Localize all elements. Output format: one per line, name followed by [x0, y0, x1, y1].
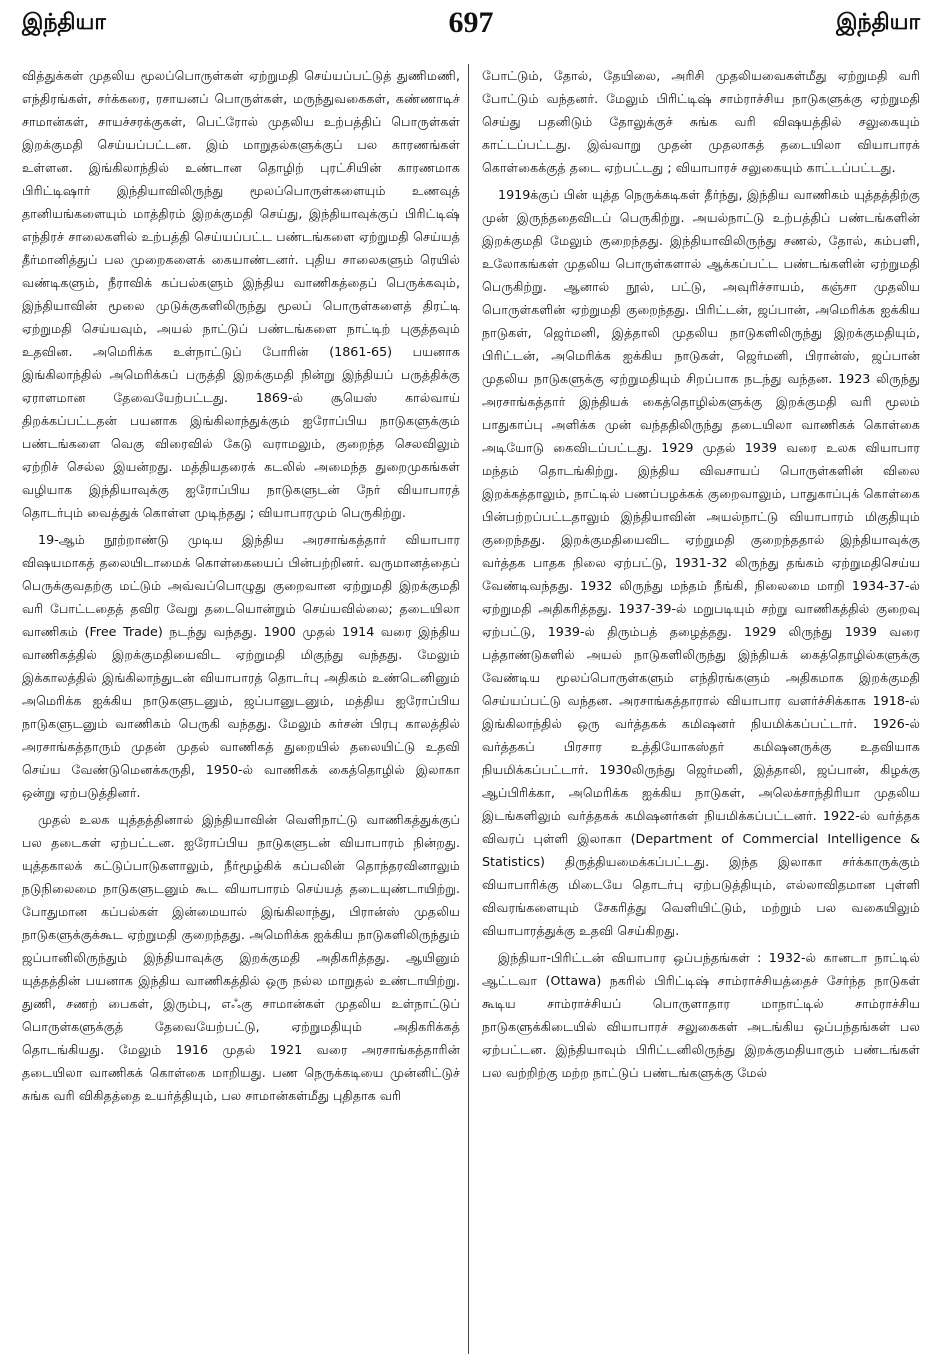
left-column: [22, 64, 460, 1354]
page-header: [22, 6, 920, 46]
running-title-right: இந்தியா: [836, 10, 920, 35]
paragraph: வித்துக்கள் முதலிய மூலப்பொருள்கள் ஏற்றுமதி செய்யப்பட்டுத் துணிமணி, எந்திரங்கள், சர்க்கரை, ரசாயனப் பொருள்கள், மருந்துவகைகள், கண்ணாடிச் சாமான்கள், சாயச்சரக்குகள், பெட்ரோல் முதலிய உற்பத்திப் பொருள்கள் இறக்குமதி செய்யப்பட்டன. இம் மாறுதல்களுக்குப் பல காரணங்கள் உள்ளன. இங்கிலாந்தில் உண்டான தொழிற் புரட்சியின் காரணமாக பிரிட்டிஷார் இந்தியாவிலிருந்து மூலப்பொருள்களையும் உணவுத் தானியங்களையும் மாத்திரம் இறக்குமதி செய்து, இந்தியாவுக்குப் பிரிட்டிஷ் எந்திரச் சாலைகளில் உற்பத்தி செய்யப்பட்ட பண்டங்களை ஏற்றுமதி செய்யத் தீர்மானித்துப் பல முறைகளைக் கையாண்டனர். புதிய சாலைகளும் ரெயில் வண்டிகளும், நீராவிக் கப்பல்களும் இந்திய வாணிகத்தைப் பெருக்கவும், இந்தியாவின் மூலை முடுக்குகளிலிருந்து மூலப் பொருள்களைத் திரட்டி ஏற்றுமதி செய்யவும், அயல் நாட்டுப் பண்டங்களை நாட்டிற் புகுத்தவும் உதவின. அமெரிக்க உள்நாட்டுப் போரின் (1861-65) பயனாக இங்கிலாந்தில் அமெரிக்கப் பருத்தி இறக்குமதி நின்று இந்தியப் பருத்திக்கு ஏராளமான தேவையேற்பட்டது. 1869-ல் சூயெஸ் கால்வாய் திறக்கப்பட்டதன் பயனாக இங்கிலாந்துக்கும் ஐரோப்பிய நாடுகளுக்கும் பண்டங்களை வெகு விரைவில் கேடு வராமலும், குறைந்த செலவிலும் ஏற்றிச் செல்ல இயன்றது. மத்தியதரைக் கடலில் அமைந்த துறைமுகங்கள் வழியாக இந்தியாவுக்கு ஐரோப்பிய நாடுகளுடன் நேர் வியாபாரத் தொடர்பும் வைத்துக் கொள்ள முடிந்தது ; வியாபாரமும் பெருகிற்று.: [22, 68, 460, 520]
paragraph: 1919க்குப் பின் யுத்த நெருக்கடிகள் தீர்ந்து, இந்திய வாணிகம் யுத்தத்திற்கு முன் இருந்ததைவிடப் பெருகிற்று. அயல்நாட்டு உற்பத்திப் பண்டங்களின் இறக்குமதி மேலும் குறைந்தது. இந்தியாவிலிருந்து சணல், தோல், கம்பளி, உலோகங்கள் முதலிய பொருள்களால் ஆக்கப்பட்ட பண்டங்களின் ஏற்றுமதி பெருகிற்று. ஆனால் நூல், பட்டு, அவுரிச்சாயம், கஞ்சா முதலிய பொருள்களின் ஏற்றுமதி குறைந்தது. பிரிட்டன், ஜப்பான், அமெரிக்க ஐக்கிய நாடுகள், ஜெர்மனி, இத்தாலி முதலிய நாடுகளிலிருந்து இறக்குமதியும், பிரிட்டன், அமெரிக்க ஐக்கிய நாடுகள், ஜெர்மனி, பிரான்ஸ், ஜப்பான் முதலிய நாடுகளுக்கு ஏற்றுமதியும் சிறப்பாக நடந்து வந்தன. 1923 லிருந்து அரசாங்கத்தார் இந்தியக் கைத்தொழில்களுக்கு இறக்குமதி வரி மூலம் பாதுகாப்பு அளிக்க முன் வந்ததிலிருந்து தடையிலா வாணிகக் கொள்கை அடியோடு கைவிடப்பட்டது. 1929 முதல் 1939 வரை உலக வியாபார மந்தம் தொடங்கிற்று. இந்திய விவசாயப் பொருள்களின் விலை இறக்கத்தாலும், நாட்டில் பணப்பழக்கக் குறைவாலும், பாதுகாப்புக் கொள்கை பின்பற்றப்பட்டதாலும் இந்தியாவின் அயல்நாட்டு வியாபாரம் மிகுதியும் குறைந்தது. இறக்குமதியைவிட ஏற்றுமதி குறைந்ததால் இந்தியாவுக்கு வர்த்தக பாதக நிலை ஏற்பட்டு, 1931-32 லிருந்து தங்கம் ஏற்றுமதிசெய்ய வேண்டிவந்தது. 1932 லிருந்து மந்தம் நீங்கி, நிலைமை மாறி 1934-37-ல் ஏற்றுமதி அதிகரித்தது. 1937-39-ல் மறுபடியும் சற்று வாணிகத்தில் குறைவு ஏற்பட்டு, 1939-ல் திரும்பத் தழைத்தது. 1929 லிருந்து 1939 வரை பத்தாண்டுகளில் அயல் நாடுகளிலிருந்து இந்தியக் கைத்தொழில்களுக்கு வேண்டிய மூலப்பொருள்களும் எந்திரங்களும் அதிகமாக இறக்குமதி செய்யப்பட்டு வந்தன. அரசாங்கத்தாரால் வியாபார வளர்ச்சிக்காக 1918-ல் இங்கிலாந்தில் ஒரு வர்த்தகக் கமிஷனர் நியமிக்கப்பட்டார். 1926-ல் வர்த்தகப் பிரசார உத்தியோகஸ்தர் கமிஷனருக்கு உதவியாக நியமிக்கப்பட்டார். 1930லிருந்து ஜெர்மனி, இத்தாலி, ஜப்பான், கிழக்கு ஆப்பிரிக்கா, அமெரிக்க ஐக்கிய நாடுகள், அலெக்சாந்திரியா முதலிய இடங்களிலும் வர்த்தகக் கமிஷனர்கள் நியமிக்கப்பட்டனர். 1922-ல் வர்த்தக விவரப் புள்ளி இலாகா (Department of Commercial Intelligence & Statistics) திருத்தியமைக்கப்பட்டது. இந்த இலாகா சர்க்காருக்கும் வியாபாரிக்கு மிடையே தொடர்பு ஏற்படுத்தியும், எல்லாவிதமான புள்ளி விவரங்களையும் சேகரித்து வெளியிட்டும், மற்றும் பல வகையிலும் வியாபாரத்துக்கு உதவி செய்கிறது.: [482, 187, 920, 938]
running-title-left: இந்தியா: [22, 10, 106, 35]
right-column: [482, 64, 920, 1354]
paragraph: முதல் உலக யுத்தத்தினால் இந்தியாவின் வெளிநாட்டு வாணிகத்துக்குப் பல தடைகள் ஏற்பட்டன. ஐரோப்பிய நாடுகளுடன் வியாபாரம் நின்றது. யுத்தகாலக் கட்டுப்பாடுகளாலும், நீர்மூழ்கிக் கப்பலின் தொந்தரவினாலும் நடுநிலைமை நாடுகளுடனும் கூட வியாபாரம் செய்யத் தடையுண்டாயிற்று. போதுமான கப்பல்கள் இன்மையால் இங்கிலாந்து, பிரான்ஸ் முதலிய நாடுகளுக்குக்கூட ஏற்றுமதி குறைந்தது. அமெரிக்க ஐக்கிய நாடுகளிலிருந்தும் ஜப்பானிலிருந்தும் இந்தியாவுக்கு இறக்குமதி அதிகரித்தது. ஆயினும் யுத்தத்தின் பயனாக இந்திய வாணிகத்தில் ஒரு நல்ல மாறுதல் உண்டாயிற்று. துணி, சணற் பைகள், இரும்பு, எஃகு சாமான்கள் முதலிய உள்நாட்டுப் பொருள்களுக்குத் தேவையேற்பட்டு, ஏற்றுமதியும் அதிகரிக்கத் தொடங்கியது. மேலும் 1916 முதல் 1921 வரை அரசாங்கத்தாரின் தடையிலா வாணிகக் கொள்கை மாறியது. பண நெருக்கடியை முன்னிட்டுச் சுங்க வரி விகிதத்தை உயர்த்தியும், பல சாமான்கள்மீது புதிதாக வரி: [22, 812, 460, 1103]
paragraph: 19-ஆம் நூற்றாண்டு முடிய இந்திய அரசாங்கத்தார் வியாபார விஷயமாகத் தலையிடாமைக் கொள்கையைப் பின்பற்றினர். வருமானத்தைப் பெருக்குவதற்கு மட்டும் அவ்வப்பொழுது குறைவான ஏற்றுமதி இறக்குமதி வரி போட்டதைத் தவிர வேறு தடையொன்றும் செய்யவில்லை; தடையிலா வாணிகம் (Free Trade) நடந்து வந்தது. 1900 முதல் 1914 வரை இந்திய வாணிகத்தில் இறக்குமதியைவிட ஏற்றுமதி மிகுந்து வந்தது. மேலும் இக்காலத்தில் இங்கிலாந்துடன் வியாபாரத் தொடர்பு அதிகம் உண்டெனினும் அமெரிக்க ஐக்கிய நாடுகளுடனும், ஜப்பானுடனும், மத்திய ஐரோப்பிய நாடுகளுடனும் வாணிகம் பெருகி வந்தது. மேலும் கர்சன் பிரபு காலத்தில் அரசாங்கத்தாரும் முதன் முதல் வாணிகத் துறையில் தலையிட்டு உதவி செய்ய வேண்டுமெனக்கருதி, 1950-ல் வாணிகக் கைத்தொழில் இலாகா ஒன்று ஏற்படுத்தினர்.: [22, 532, 460, 800]
page-number: 697: [448, 6, 494, 39]
column-divider: [468, 64, 469, 1354]
paragraph: இந்தியா-பிரிட்டன் வியாபார ஒப்பந்தங்கள் : 1932-ல் கானடா நாட்டில் ஆட்டவா (Ottawa) நகரில் பிரிட்டிஷ் சாம்ராச்சியத்தைச் சேர்ந்த நாடுகள் கூடிய சாம்ராச்சியப் பொருளாதார மாநாட்டில் சாம்ராச்சிய நாடுகளுக்கிடையில் வியாபாரச் சலுகைகள் அடங்கிய ஒப்பந்தங்கள் பல ஏற்பட்டன. இந்தியாவும் பிரிட்டனிலிருந்து இறக்குமதியாகும் பண்டங்கள் பல வற்றிற்கு மற்ற நாட்டுப் பண்டங்களுக்கு மேல்: [482, 950, 920, 1080]
paragraph: போட்டும், தோல், தேயிலை, அரிசி முதலியவைகள்மீது ஏற்றுமதி வரி போட்டும் வந்தனர். மேலும் பிரிட்டிஷ் சாம்ராச்சிய நாடுகளுக்கு ஏற்றுமதி செய்து பதனிடும் தோலுக்குச் சுங்க வரி விஷயத்தில் சலுகையும் காட்டப்பட்டது. இவ்வாறு முதன் முதலாகத் தடையிலா வியாபாரக் கொள்கைக்குத் தடை ஏற்பட்டது ; வியாபாரச் சலுகையும் காட்டப்பட்டது.: [482, 68, 920, 175]
